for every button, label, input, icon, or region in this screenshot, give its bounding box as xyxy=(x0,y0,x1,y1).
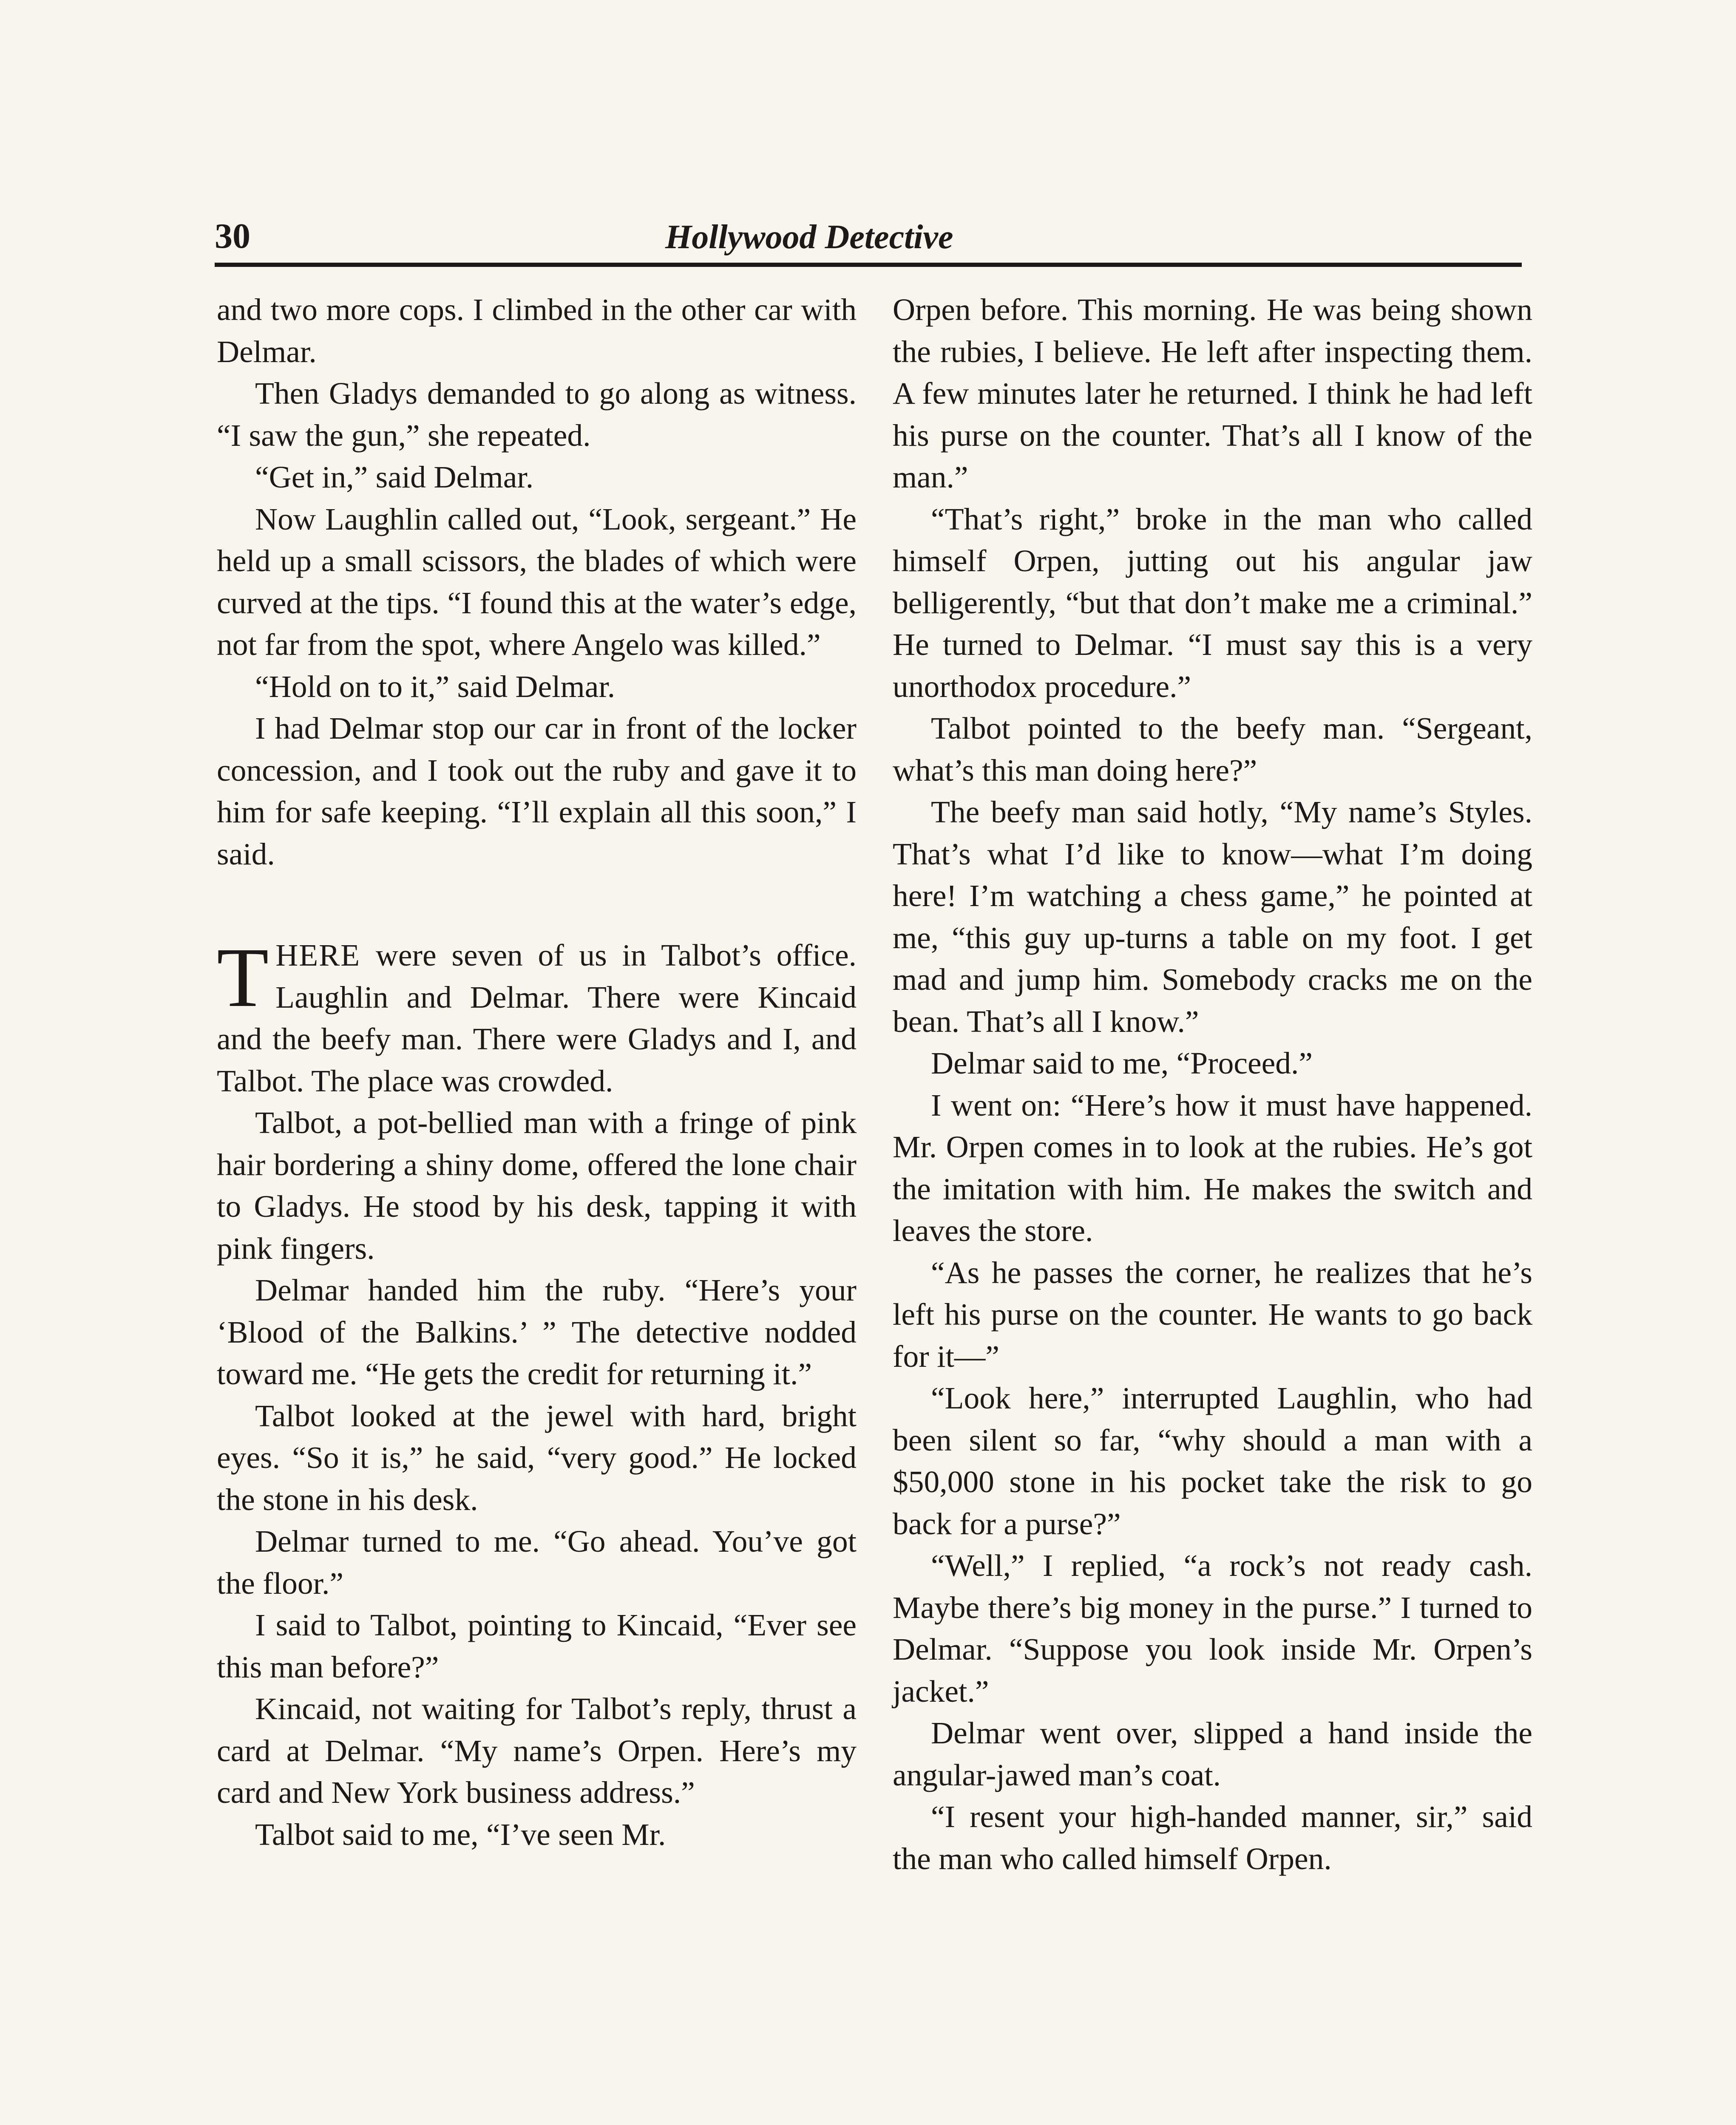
paragraph: “Look here,” interrupted Laughlin, who had been silent so far, “why should a man with a $50,000 stone in his pocket take the risk to go back for a purse?” xyxy=(893,1381,1532,1541)
right-column xyxy=(893,289,1532,1880)
paragraph: I had Delmar stop our car in front of the locker concession, and I took out the ruby and gave it to him for safe keeping. “I’ll explain all this soon,” I said. xyxy=(217,711,857,871)
paragraph: Kincaid, not waiting for Talbot’s reply, thrust a card at Delmar. “My name’s Orpen. Here’s my card and New York business address.” xyxy=(217,1692,857,1810)
small-caps-lead: HERE xyxy=(275,938,361,972)
page-header xyxy=(215,212,1522,267)
paragraph: Talbot looked at the jewel with hard, bright eyes. “So it is,” he said, “very good.” He locked the stone in his desk. xyxy=(217,1398,857,1517)
paragraph: “As he passes the corner, he realizes that he’s left his purse on the counter. He wants to go back for it—” xyxy=(893,1255,1532,1374)
paragraph: Then Gladys demanded to go along as witness. “I saw the gun,” she repeated. xyxy=(217,376,857,453)
paragraph: I went on: “Here’s how it must have happened. Mr. Orpen comes in to look at the rubies. He’s got the imitation with him. He makes the switch and leaves the store. xyxy=(893,1088,1532,1248)
paragraph: “Get in,” said Delmar. xyxy=(255,460,534,494)
left-column xyxy=(217,289,857,1856)
paragraph: “I resent your high-handed manner, sir,” said the man who called himself Orpen. xyxy=(893,1799,1532,1876)
paragraph: and two more cops. I climbed in the other car with Delmar. xyxy=(217,292,857,369)
paragraph: Now Laughlin called out, “Look, sergeant.” He held up a small scissors, the blades of which were curved at the tips. “I found this at the water’s edge, not far from the spot, where Angelo was killed.” xyxy=(217,502,857,662)
paragraph: “That’s right,” broke in the man who called himself Orpen, jutting out his angular jaw belligerently, “but that don’t make me a criminal.” He turned to Delmar. “I must say this is a very unorthodox procedure.” xyxy=(893,502,1532,704)
paragraph: Delmar went over, slipped a hand inside the angular-jawed man’s coat. xyxy=(893,1716,1532,1792)
paragraph: I said to Talbot, pointing to Kincaid, “Ever see this man before?” xyxy=(217,1608,857,1684)
running-title: Hollywood Detective xyxy=(665,218,953,256)
paragraph: “Well,” I replied, “a rock’s not ready cash. Maybe there’s big money in the purse.” I turned to Delmar. “Suppose you look inside Mr. Orpen’s jacket.” xyxy=(893,1548,1532,1708)
paragraph: The beefy man said hotly, “My name’s Styles. That’s what I’d like to know—what I’m doing here! I’m watching a chess game,” he pointed at me, “this guy up-turns a table on my foot. I get mad and jump him. Somebody cracks me on the bean. That’s all I know.” xyxy=(893,795,1532,1039)
paragraph: Talbot, a pot-bellied man with a fringe of pink hair bordering a shiny dome, offered the lone chair to Gladys. He stood by his desk, tapping it with pink fingers. xyxy=(217,1105,857,1266)
paragraph: Delmar handed him the ruby. “Here’s your ‘Blood of the Balkins.’ ” The detective nodded toward me. “He gets the credit for returning it.” xyxy=(217,1273,857,1391)
section-break xyxy=(217,875,857,935)
paragraph: “Hold on to it,” said Delmar. xyxy=(255,669,616,704)
paragraph-text: were seven of us in Talbot’s office. Laughlin and Delmar. There were Kincaid and the beefy man. There were Gladys and I, and Talbot. The place was crowded. xyxy=(217,938,857,1098)
paragraph: Talbot said to me, “I’ve seen Mr. xyxy=(255,1817,666,1852)
paragraph: Talbot pointed to the beefy man. “Sergeant, what’s this man doing here?” xyxy=(893,711,1532,788)
paragraph: Delmar turned to me. “Go ahead. You’ve got the floor.” xyxy=(217,1524,857,1601)
drop-cap: T xyxy=(217,931,269,1025)
section-opening-paragraph xyxy=(217,931,857,1102)
paragraph: Delmar said to me, “Proceed.” xyxy=(931,1046,1313,1080)
page-number: 30 xyxy=(215,216,250,256)
paragraph: Orpen before. This morning. He was being shown the rubies, I believe. He left after inspecting them. A few minutes later he returned. I think he had left his purse on the counter. That’s all I know of the man.” xyxy=(893,292,1532,494)
